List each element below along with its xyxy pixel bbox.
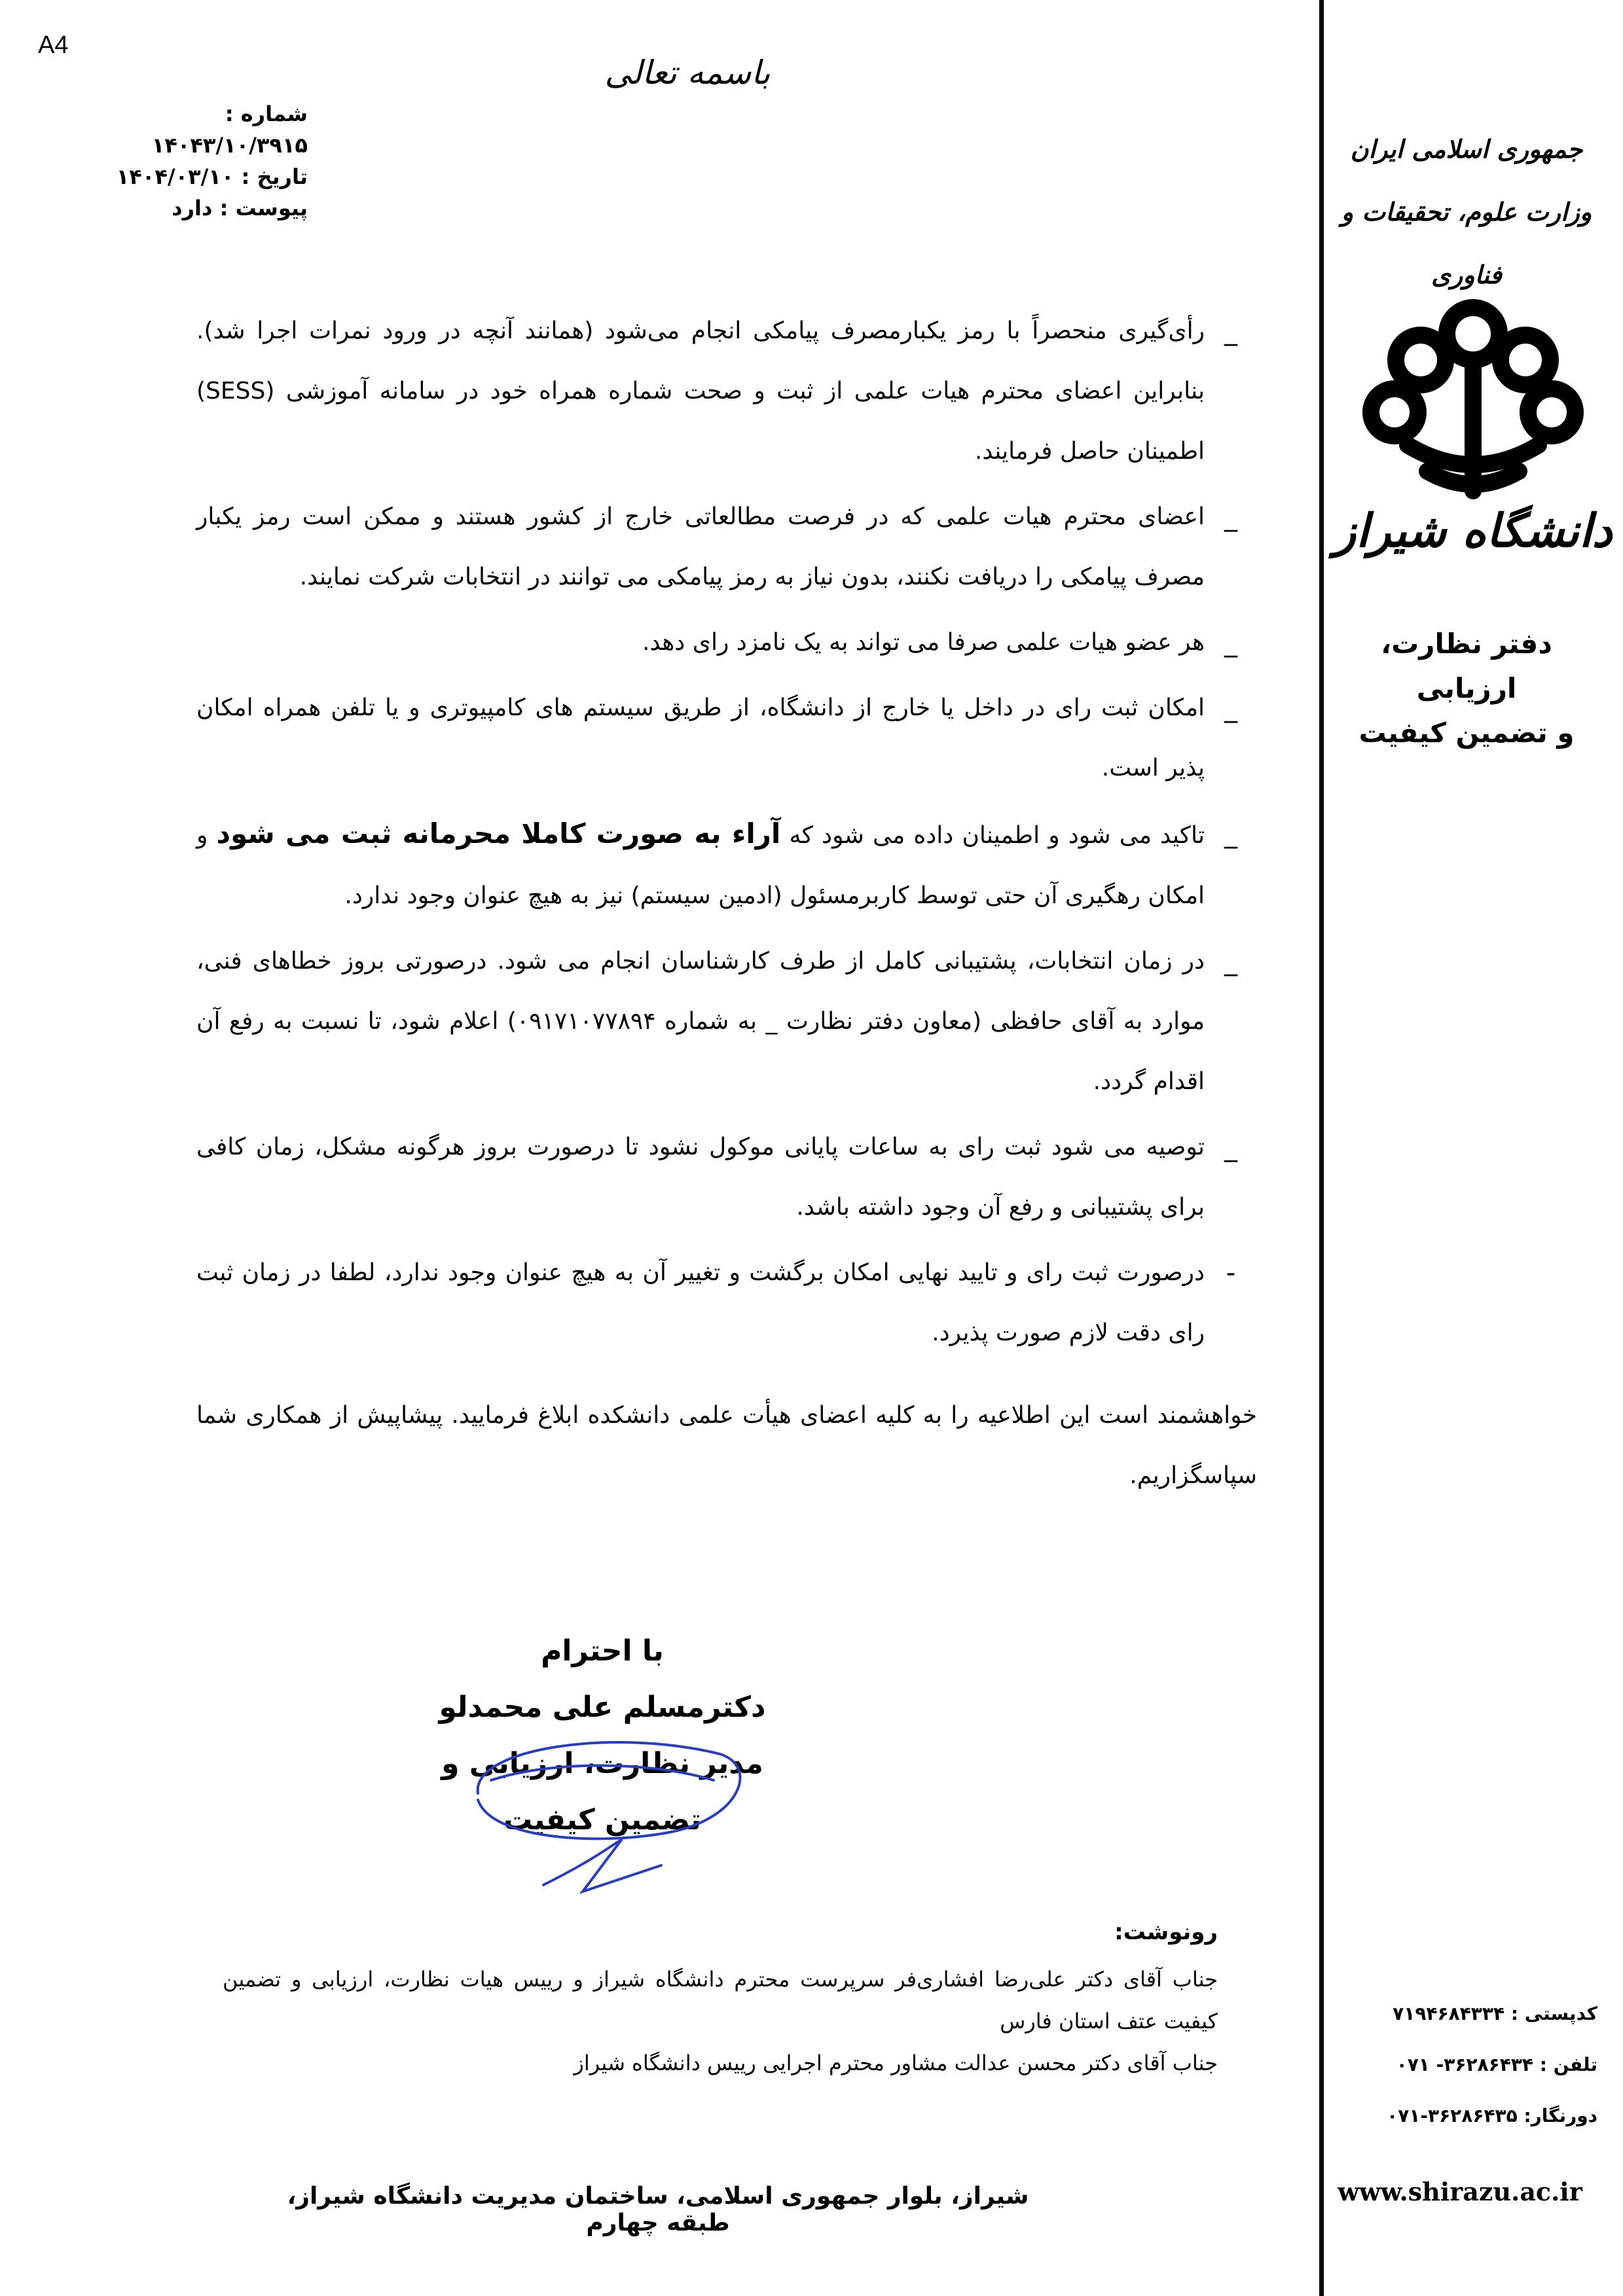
letter-meta — [59, 98, 308, 224]
date-value: ۱۴۰۴/۰۳/۱۰ — [116, 164, 234, 189]
list-item-text: در زمان انتخابات، پشتیبانی کامل از طرف کارشناسان انجام می شود. درصورتی بروز خطاهای فنی، موارد به آقای حافظی (معاون دفتر نظارت _ به شماره ۰۹۱۷۱۰۷۷۸۹۴) اعلام شود، تا نسبت به رفع آن اقدام گردد. — [196, 948, 1205, 1095]
emphasized-text: آراء به صورت کاملا محرمانه ثبت می شود — [216, 817, 781, 850]
contact-info — [1336, 2003, 1597, 2156]
list-item — [196, 1243, 1257, 1363]
logo-emblem-icon — [1334, 288, 1613, 563]
fax-label: دورنگار: — [1523, 2105, 1597, 2126]
footer-address: شیراز، بلوار جمهوری اسلامی، ساختمان مدیریت دانشگاه شیراز، طبقه چهارم — [287, 2183, 1029, 2236]
postal-value: ۷۱۹۴۶۸۴۳۳۴ — [1393, 2003, 1505, 2024]
sidebar-divider — [1319, 0, 1324, 2296]
number-label: شماره : — [225, 101, 308, 126]
list-item-text: رأی‌گیری منحصراً با رمز یکبارمصرف پیامکی انجام می‌شود (همانند آنچه در ورود نمرات اجرا شد). بنابراین اعضای محترم هیات علمی از ثبت و صحت شماره همراه خود در سامانه آموزشی (SESS) اطمینان حاصل فرمایند. — [196, 317, 1205, 465]
list-item — [196, 1117, 1257, 1238]
list-item — [196, 678, 1257, 798]
signer-title-line-1: مدیر نظارت، ارزیابی و — [441, 1747, 763, 1780]
logo-wordmark: دانشگاه شیراز — [1334, 503, 1613, 558]
list-item-text: امکان ثبت رای در داخل یا خارج از دانشگاه، از طریق سیستم های کامپیوتری و یا تلفن همراه امکان پذیر است. — [196, 694, 1205, 781]
university-logo — [1334, 288, 1613, 563]
text-before-emphasis: تاکید می شود و اطمینان داده می شود که — [780, 822, 1205, 849]
date-row — [59, 161, 308, 192]
gov-line-2: وزارت علوم، تحقیقات و فناوری — [1341, 197, 1592, 289]
dash-bullet: _ — [1224, 316, 1237, 346]
list-item — [196, 931, 1257, 1112]
cc-item: جناب آقای دکتر محسن عدالت مشاور محترم اجرایی رییس دانشگاه شیراز — [574, 2051, 1218, 2075]
list-item-text: اعضای محترم هیات علمی که در فرصت مطالعاتی خارج از کشور هستند و ممکن است رمز یکبار مصرف پیامکی را دریافت نکنند، بدون نیاز به رمز پیامکی می توانند در انتخابات شرکت نمایند. — [196, 503, 1205, 590]
government-header — [1336, 118, 1597, 306]
regards-text: با احترام — [541, 1634, 664, 1668]
signer-title-line-2: تضمین کیفیت — [503, 1803, 701, 1837]
carbon-copy-section — [223, 1911, 1218, 2084]
dash-bullet: _ — [1224, 819, 1237, 849]
website-link[interactable]: www.shirazu.ac.ir — [1338, 2177, 1582, 2206]
dash-bullet: - — [1226, 1258, 1236, 1288]
list-item — [196, 804, 1257, 926]
dash-bullet: _ — [1224, 946, 1237, 977]
number-value: ۱۴۰۴۳/۱۰/۳۹۱۵ — [151, 133, 308, 158]
phone-row — [1336, 2054, 1597, 2105]
list-item — [196, 613, 1257, 673]
list-item-text — [196, 804, 1205, 926]
dash-bullet: _ — [1224, 1132, 1237, 1162]
phone-label: تلفن : — [1539, 2054, 1597, 2075]
text-after-emphasis: و امکان رهگیری آن حتی توسط کاربرمسئول (ادمین سیستم) نیز به هیچ عنوان وجود ندارد. — [196, 822, 1205, 909]
fax-row — [1336, 2105, 1597, 2156]
list-item-text: درصورت ثبت رای و تایید نهایی امکان برگشت و تغییر آن به هیچ عنوان وجود ندارد، لطفا در زمان ثبت رای دقت لازم صورت پذیرد. — [196, 1259, 1205, 1346]
cc-title: رونوشت: — [1114, 1919, 1218, 1945]
closing-paragraph: خواهشمند است این اطلاعیه را به کلیه اعضای هیأت علمی دانشکده ابلاغ فرمایید. پیشاپیش از همکاری شما سپاسگزاریم. — [196, 1402, 1257, 1489]
postal-label: کدپستی : — [1510, 2003, 1597, 2024]
list-item — [196, 301, 1257, 482]
fax-value: ۰۷۱-۳۶۲۸۶۴۳۵ — [1387, 2105, 1518, 2126]
attachment: پیوست : دارد — [172, 196, 308, 221]
phone-value: ۳۶۲۸۶۴۳۴- ۰۷۱ — [1396, 2054, 1533, 2075]
basmala-heading: باسمه تعالی — [604, 54, 771, 92]
office-line-1: دفتر نظارت، ارزیابی — [1381, 628, 1552, 704]
handwritten-signature — [452, 1721, 753, 1898]
office-name — [1336, 622, 1597, 755]
page-size-label: A4 — [38, 31, 69, 59]
cc-item: جناب آقای دکتر علی‌رضا افشاری‌فر سرپرست محترم دانشگاه شیراز و رییس هیات نظارت، ارزیابی و تضمین کیفیت عتف استان فارس — [223, 1967, 1218, 2034]
dash-bullet: _ — [1224, 502, 1237, 532]
list-item-text: هر عضو هیات علمی صرفا می تواند به یک نامزد رای دهد. — [642, 629, 1205, 656]
office-line-2: و تضمین کیفیت — [1359, 717, 1575, 749]
postal-code-row — [1336, 2003, 1597, 2054]
list-item-text: توصیه می شود ثبت رای به ساعات پایانی موکول نشود تا درصورت بروز هرگونه مشکل، زمان کافی برای پشتیبانی و رفع آن وجود داشته باشد. — [196, 1134, 1205, 1221]
gov-line-1: جمهوری اسلامی ایران — [1350, 134, 1583, 164]
list-item — [196, 487, 1257, 607]
signer-name: دکترمسلم علی محمدلو — [439, 1691, 766, 1724]
letter-body — [196, 301, 1257, 1506]
date-label: تاریخ : — [241, 164, 308, 189]
dash-bullet: _ — [1224, 628, 1237, 658]
dash-bullet: _ — [1224, 693, 1237, 723]
